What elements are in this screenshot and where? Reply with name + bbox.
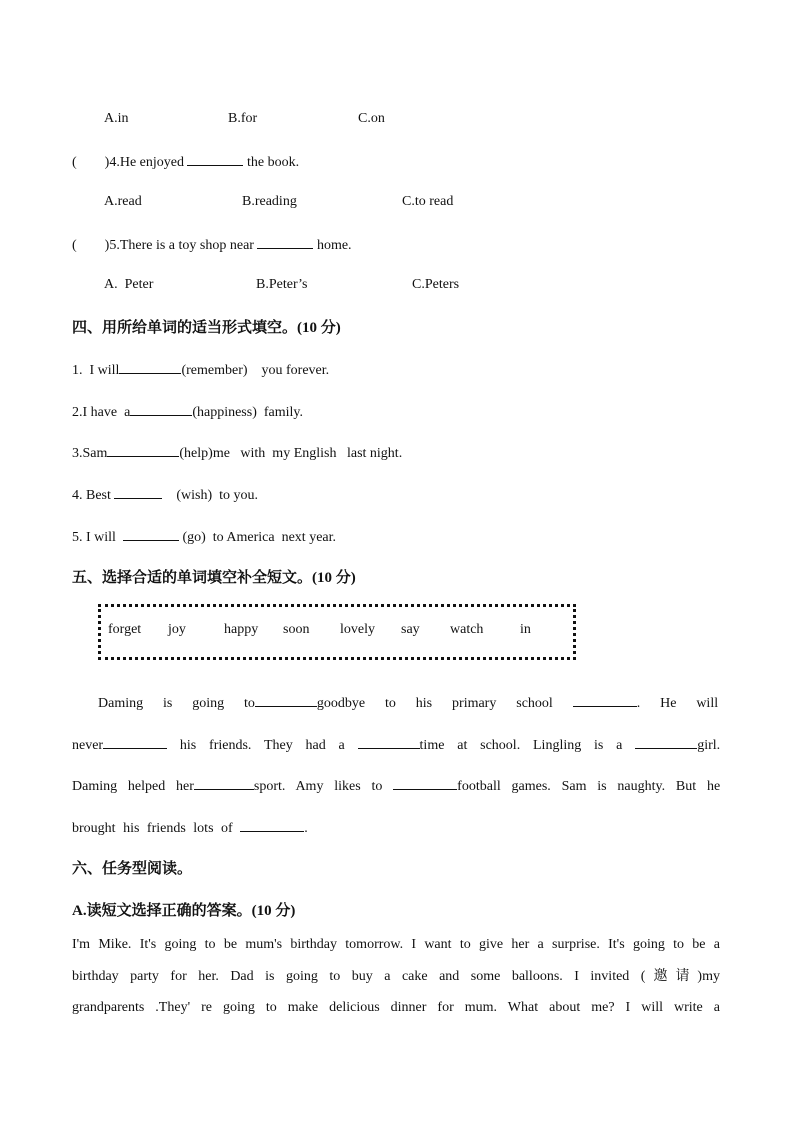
answer-blank[interactable] (107, 442, 179, 457)
word-bank-lovely: lovely (340, 622, 375, 637)
s4-item-3: 3.Sam (help)me with my English last night. (72, 442, 402, 463)
s4-item-2: 2.I have a (happiness) family. (72, 401, 303, 422)
passage-line-4: brought his friends lots of . (72, 817, 308, 838)
answer-blank[interactable] (187, 151, 243, 166)
word-bank-happy: happy (224, 622, 259, 637)
answer-blank[interactable] (393, 775, 457, 790)
word-bank-watch: watch (450, 622, 484, 637)
answer-blank[interactable] (114, 484, 162, 499)
section-4-heading: 四、用所给单词的适当形式填空。(10 分) (72, 318, 341, 336)
q4-option-b: B.reading (242, 194, 297, 209)
q3-option-b: B.for (228, 111, 258, 126)
q3-option-a: A.in (104, 111, 129, 126)
q3-option-c: C.on (358, 111, 385, 126)
passage-line-1: Daming is going to goodbye to his primary school . He will (98, 692, 718, 713)
passage-line-2: never his friends. They had a time at school. Lingling is a girl. (72, 734, 720, 755)
q4-option-c: C.to read (402, 194, 454, 209)
reading-line-1: I'm Mike. It's going to be mum's birthday tomorrow. I want to give her a surprise. It's going to be a (72, 937, 720, 952)
s4-item-5: 5. I will (go) to America next year. (72, 526, 336, 547)
answer-blank[interactable] (119, 359, 181, 374)
reading-line-3: grandparents .They' re going to make delicious dinner for mum. What about me? I will write a (72, 1000, 720, 1015)
q5-option-a: A. Peter (104, 277, 154, 292)
question-5: ( )5.There is a toy shop near home. (72, 234, 352, 255)
word-bank-say: say (401, 622, 420, 637)
answer-blank[interactable] (358, 734, 420, 749)
word-bank-soon: soon (283, 622, 310, 637)
q5-option-b: B.Peter’s (256, 277, 308, 292)
word-bank-in: in (520, 622, 531, 637)
s4-item-4: 4. Best (wish) to you. (72, 484, 258, 505)
answer-blank[interactable] (123, 526, 179, 541)
question-4: ( )4.He enjoyed the book. (72, 151, 299, 172)
section-6-heading: 六、任务型阅读。 (72, 859, 193, 877)
answer-paren[interactable]: ( ) (72, 155, 110, 170)
answer-blank[interactable] (130, 401, 192, 416)
word-bank-joy: joy (168, 622, 186, 637)
reading-line-2: birthday party for her. Dad is going to buy a cake and some balloons. I invited (邀请)my (72, 969, 720, 984)
answer-blank[interactable] (257, 234, 313, 249)
s4-item-1: 1. I will (remember) you forever. (72, 359, 329, 380)
answer-blank[interactable] (240, 817, 304, 832)
word-bank-forget: forget (108, 622, 142, 637)
answer-blank[interactable] (573, 692, 637, 707)
answer-blank[interactable] (103, 734, 167, 749)
answer-blank[interactable] (194, 775, 254, 790)
section-6a-heading: A.读短文选择正确的答案。(10 分) (72, 901, 296, 919)
q5-option-c: C.Peters (412, 277, 460, 292)
q4-option-a: A.read (104, 194, 142, 209)
answer-blank[interactable] (255, 692, 317, 707)
answer-blank[interactable] (635, 734, 697, 749)
answer-paren[interactable]: ( ) (72, 238, 110, 253)
section-5-heading: 五、选择合适的单词填空补全短文。(10 分) (72, 568, 356, 586)
passage-line-3: Daming helped her sport. Amy likes to football games. Sam is naughty. But he (72, 775, 720, 796)
